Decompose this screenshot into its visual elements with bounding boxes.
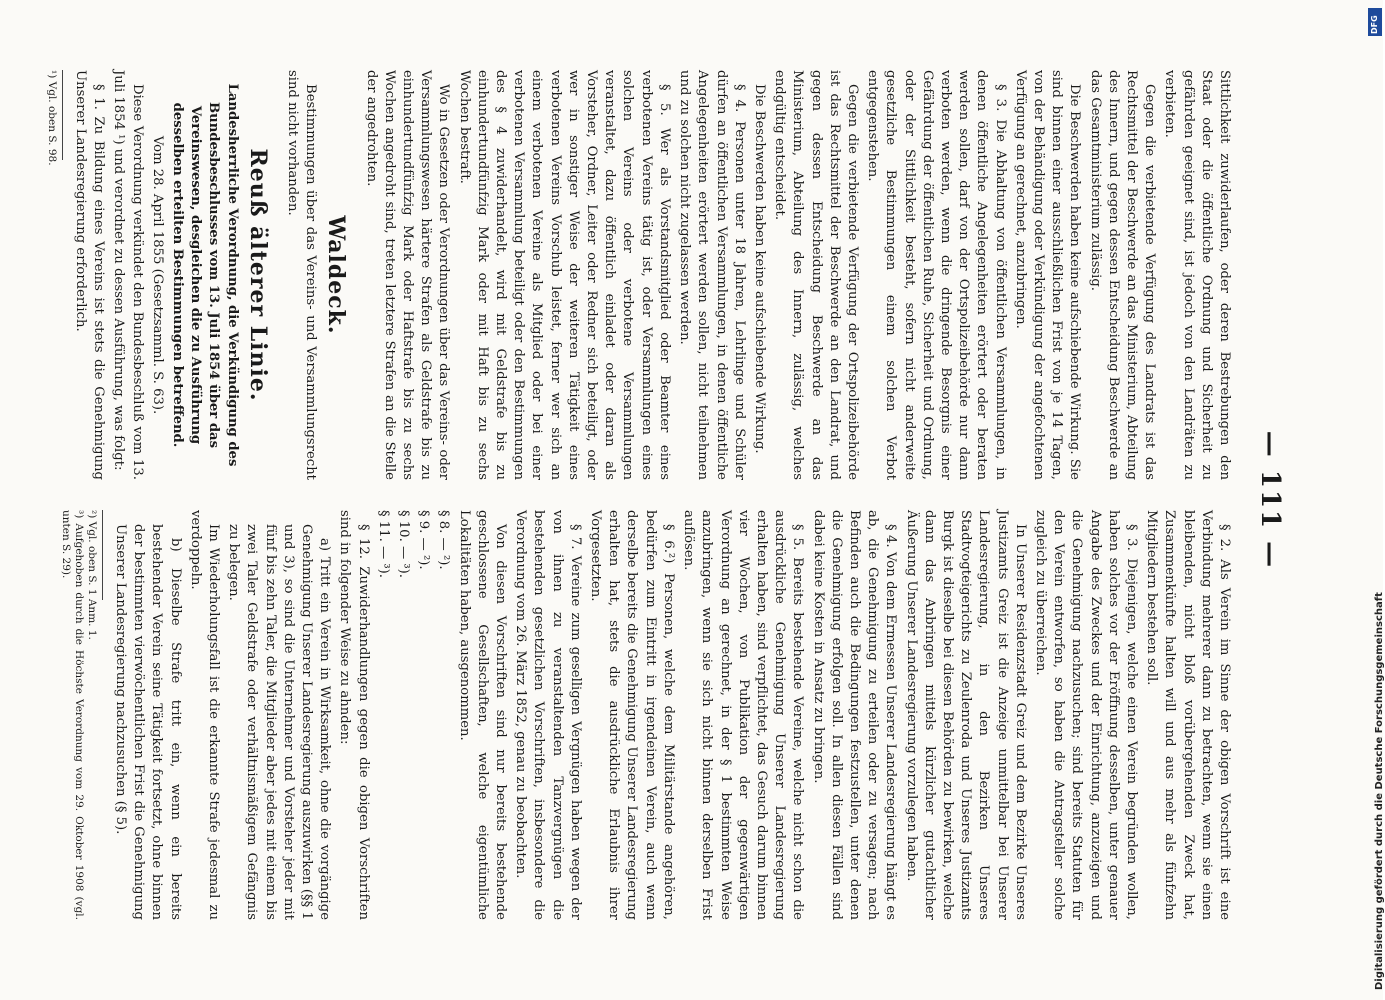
rotated-content [45,70,1285,930]
paragraph: Die Beschwerden haben keine aufschiebende Wirkung. [751,84,767,454]
paragraph: Gegen die verbietende Verfügung der Ortspolizeibehörde ist das Rechtsmittel der Beschwerde an den Landrat, und gegen dessen Entscheidung Beschwerde an das Ministerium, Abteilung des Innern, zulässig, welches endgültig entscheidet. [772,70,860,480]
footnote: ¹) Vgl. oben S. 98. [45,70,58,166]
paragraph: § 1. Zu Bildung eines Vereins ist stets die Genehmigung Unserer Landesregierung erforderlich. [73,70,107,480]
digitization-credit: Digitalisierung gefördert durch die Deutsche Forschungsgemeinschaft [1374,592,1385,990]
footnote: ³) Aufgehoben durch die Höchste Verordnung vom 29. Oktober 1908 (vgl. unten S. 29). [59,510,85,920]
paragraph: Diese Verordnung verkündet den Bundesbeschluß vom 13. Juli 1854 ¹) und verordnet zu dessen Ausführung, was folgt: [111,70,145,480]
footnote-rule [102,510,103,600]
section-entry: § 10. — ³). [396,510,412,578]
section-entry: § 11. — ³). [375,510,391,578]
dfg-logo [1368,8,1382,36]
ordinance-title: Landesherrliche Verordnung, die Verkündigung des Bundesbeschlusses vom 13. Juli 1854 über das Vereinswesen, desgleichen die zu Ausführung desselben erteilten Bestimmungen betreffend. [170,83,240,467]
left-column [45,70,1233,480]
footnote: ²) Vgl. oben S. 1 Anm. 1. [85,510,98,640]
section-heading: Waldeck. [323,215,350,335]
paragraph: § 6.²) Personen, welche dem Militärstande angehören, bedürfen zum Eintritt in irgendeinen Verein, auch wenn derselbe bereits die Genehmigung Unserer Landesregierung erhalten hat, stets die ausdrückliche Erlaubnis ihrer Vorgesetzten. [588,510,676,920]
page-header: — 111 — [1255,430,1285,570]
section-entry: § 9. — ²). [416,510,432,570]
list-item: b) Dieselbe Strafe tritt ein, wenn ein bereits bestehender Verein seine Tätigkeit fortsetzt, ohne binnen der bestimmten vierwöchentlichen Frist die Genehmigung Unserer Landesregierung nachzusuchen (§ 5). [113,524,183,920]
ordinance-date: Vom 28. April 1855 (Gesetzsamml. S. 63). [149,135,165,415]
paragraph: § 2. Als Verein im Sinne der obigen Vorschrift ist eine Verbindung mehrerer dann zu betrachten, wenn sie einen bleibenden, nicht bloß vorübergehenden Zweck hat, Zusammenkünfte halten will und aus mehr als fünfzehn Mitgliedern bestehen soll. [1144,510,1232,920]
footnote-rule [62,70,63,160]
paragraph: § 5. Wer als Vorstandsmitglied oder Beamter eines verbotenen Vereins tätig ist, oder Versammlungen eines solchen Vereins oder verbotene Versammlungen veranstaltet, dazu öffentlich einladet oder daran als Vorsteher, Ordner, Leiter oder Redner sich beteiligt, oder wer in sonstiger Weise der weiteren Tätigkeit eines verbotenen Vereins Vorschub leistet, ferner wer sich an einem verbotenen Vereine als Mitglied oder bei einer verbotenen Versammlung beteiligt oder den Bestimmungen des § 4 zuwiderhandelt, wird mit Geldstrafe bis zu einhundertundfünfzig Mark oder mit Haft bis zu sechs Wochen bestraft. [456,70,672,480]
paragraph: § 3. Die Abhaltung von öffentlichen Versammlungen, in denen öffentliche Angelegenheiten erörtert oder beraten werden sollen, darf von der Ortspolizeibehörde nur dann verboten werden, wenn die dringende Besorgnis einer Gefährdung der öffentlichen Ruhe, Sicherheit und Ordnung, oder der Sittlichkeit besteht, sofern nicht anderweite gesetzliche Bestimmungen einem solchen Verbot entgegenstehen. [865,70,1008,480]
section-entry: § 8. — ²). [436,510,452,570]
paragraph: § 4. Personen unter 18 Jahren, Lehrlinge und Schüler dürfen an öffentlichen Versammlungen, in denen öffentliche Angelegenheiten erörtert werden sollen, nicht teilnehmen und zu solchen nicht zugelassen werden. [677,70,747,480]
paragraph: § 5. Bereits bestehende Vereine, welche nicht schon die ausdrückliche Genehmigung Unserer Landesregierung erhalten haben, sind verpflichtet, das Gesuch darum binnen vier Wochen, von Publikation der gegenwärtigen Verordnung an gerechnet, in der § 1 bestimmten Weise anzubringen, wenn sie sich nicht binnen derselben Frist auflösen. [681,510,806,920]
right-column [59,510,1233,920]
section-heading: Reuß älterer Linie. [244,148,271,402]
paragraph: Von diesen Vorschriften sind nur bereits bestehende geschlossene Gesellschaften, welche eigentümliche Lokalitäten haben, ausgenommen. [456,510,509,920]
paragraph: § 12. Zuwiderhandlungen gegen die obigen Vorschriften sind in folgender Weise zu ahnden: [337,510,371,920]
paragraph: Sittlichkeit zuwiderlaufen, oder deren Bestrebungen den Staat oder die öffentliche Ordnung und Sicherheit zu gefährden geeignet sind, ist jedoch von den Landräten zu verbieten. [1162,70,1232,480]
paragraph: Wo in Gesetzen oder Verordnungen über das Vereins- oder Versammlungswesen härtere Strafen als Geldstrafe bis zu einhundertundfünfzig Mark oder Haftstrafe bis zu sechs Wochen angedroht sind, treten letztere Strafen an die Stelle der angedrohten. [363,70,452,480]
paragraph: Die Beschwerden haben keine aufschiebende Wirkung. Sie sind binnen einer ausschließlichen Frist von je 14 Tagen, von der Behändigung oder Verkündigung der angefochtenen Verfügung an gerechnet, anzubringen. [1012,70,1083,480]
paragraph: In Unserer Residenzstadt Greiz und dem Bezirke Unseres Justizamts Greiz ist die Anzeige unmittelbar bei Unserer Landesregierung, in den Bezirken Unseres Stadtvogteigerichts zu Zeulenroda und Unseres Justizamts Burgk ist dieselbe bei diesen Behörden zu bewirken, welche dann das Anbringen mittels kürzlicher gutachtlicher Äußerung Unserer Landesregierung vorzulegen haben. [903,510,1028,920]
paragraph: Gegen die verbietende Verfügung des Landrats ist das Rechtsmittel der Beschwerde an das Ministerium, Abteilung des Innern, und gegen dessen Entscheidung Beschwerde an das Gesamtministerium zulässig. [1087,70,1158,480]
paragraph: Bestimmungen über das Vereins- und Versammlungsrecht sind nicht vorhanden. [285,70,319,480]
paragraph: § 3. Diejenigen, welche einen Verein begründen wollen, haben solches vor der Eröffnung desselben, unter genauer Angabe des Zweckes und der Einrichtung, anzuzeigen und die Genehmigung nachzusuchen; sind bereits Statuten für den Verein entworfen, so haben die Antragsteller solche zugleich zu überreichen. [1032,510,1139,920]
paragraph: § 4. Von dem Ermessen Unserer Landesregierung hängt es ab, die Genehmigung zu erteilen oder zu versagen; nach Befinden auch die Bedingungen festzustellen, unter denen die Genehmigung erfolgen soll. In allen diesen Fällen sind dabei keine Kosten in Ansatz zu bringen. [810,510,899,920]
dfg-label: DFG [1370,15,1379,34]
list-item: a) Tritt ein Verein in Wirksamkeit, ohne die vorgängige Genehmigung Unserer Landesregierung auszuwirken (§§ 1 und 3), so sind die Unternehmer und Vorsteher jeder mit fünf bis zehn Taler, die Mitglieder aber jedes mit einem bis zwei Taler Geldstrafe oder verhältnismäßigem Gefängnis zu belegen. [226,524,333,920]
paragraph: Im Wiederholungsfall ist die erkannte Strafe jedesmal zu verdoppeln. [187,510,222,920]
paragraph: § 7. Vereine zum geselligen Vergnügen haben wegen der von ihnen zu veranstaltenden Tanzvergnügen die bestehenden gesetzlichen Vorschriften, insbesondere die Verordnung vom 26. März 1852, genau zu beobachten. [513,510,583,920]
